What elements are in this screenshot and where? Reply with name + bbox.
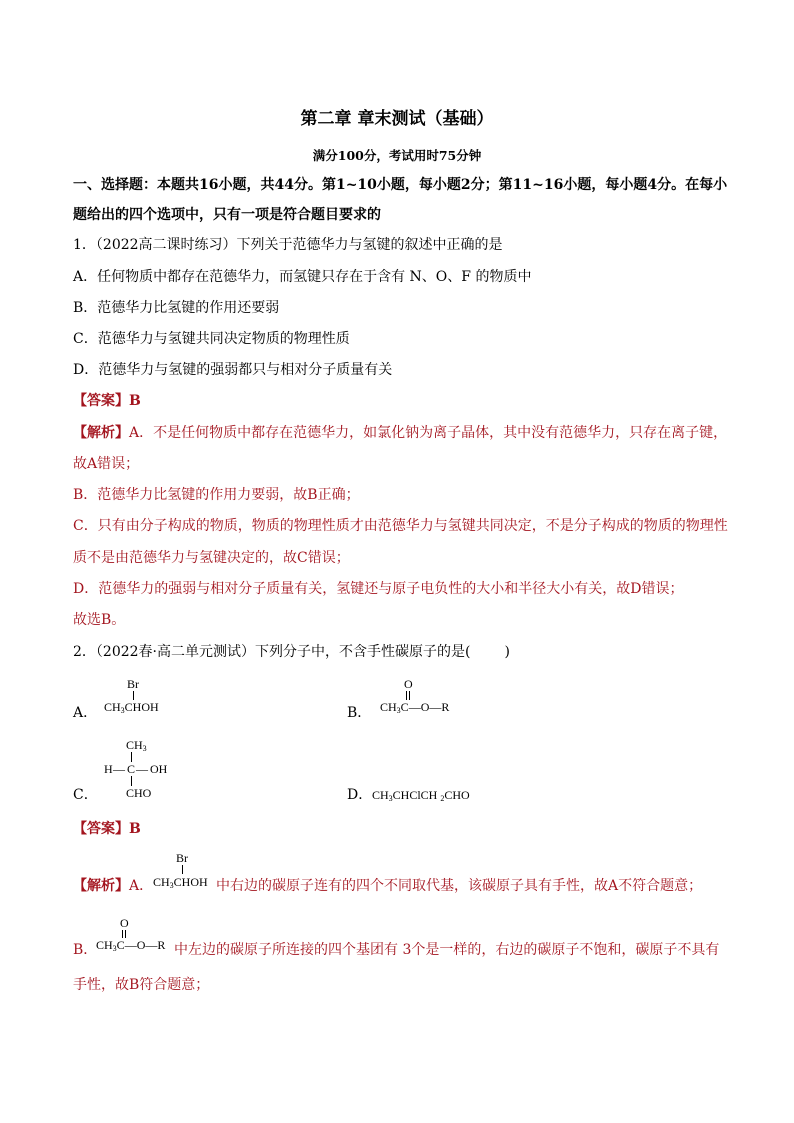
- q1-analysis-line5: 质不是由范德华力与氢键决定的，故C错误；: [73, 550, 350, 566]
- q2-a-formula: $CH_3CHOH$: [104, 700, 159, 715]
- q2-d-formula: $CH_3CHClCH$ $_2$CHO: [372, 788, 470, 803]
- q2-b-double-bond: [406, 691, 410, 700]
- q2-analysis-a-prefix: [73, 877, 153, 895]
- q2-option-b-label: B．: [347, 705, 372, 721]
- q1-answer-value: B: [129, 393, 141, 409]
- q1-answer: [73, 392, 141, 410]
- q1-option-d: D．范德华力与氢键的强弱都只与相对分子质量有关: [73, 362, 393, 378]
- q2-c-bond-left: —: [113, 762, 125, 776]
- q1-answer-tag: 【答案】: [73, 393, 129, 409]
- q2-c-h: H: [104, 762, 113, 776]
- q2-analysis-tag: 【解析】: [73, 878, 129, 894]
- q2-analysis-a-br: Br: [176, 851, 188, 865]
- q2-stem-text: 2．（2022春·高二单元测试）下列分子中，不含手性碳原子的是(: [73, 644, 471, 660]
- q2-c-center: C: [127, 762, 136, 776]
- q2-c-ch3: $CH_3$: [126, 738, 147, 753]
- section-heading-line2: 题给出的四个选项中，只有一项是符合题目要求的: [73, 207, 381, 223]
- q2-analysis-b-double-bond: [122, 930, 126, 938]
- q1-analysis-line3: B．范德华力比氢键的作用力要弱，故B正确；: [73, 487, 360, 503]
- q2-stem: [73, 643, 510, 661]
- q2-c-cho: CHO: [126, 786, 152, 800]
- q1-analysis-line2: 故A错误；: [73, 456, 140, 472]
- q2-option-c-label: C．: [73, 787, 98, 803]
- q1-option-a: A．任何物质中都存在范德华力，而氢键只存在于含有 N、O、F 的物质中: [73, 269, 532, 285]
- q1-analysis-tag: 【解析】: [73, 425, 129, 441]
- q2-c-bond-bottom: [131, 776, 132, 786]
- q1-analysis-line4: C．只有由分子构成的物质，物质的物理性质才由范德华力与氢键共同决定，不是分子构成的物质的物理性: [73, 518, 728, 534]
- q1-analysis-text-1: A．不是任何物质中都存在范德华力，如氯化钠为离子晶体，其中没有范德华力，只存在离子键，: [129, 425, 728, 441]
- q1-option-c: C．范德华力与氢键共同决定物质的物理性质: [73, 331, 350, 347]
- q2-option-d-label: D．: [347, 787, 373, 803]
- q2-c-bond-right: —: [136, 762, 148, 776]
- page-subtitle: 满分100分，考试用时75分钟: [312, 148, 482, 163]
- q2-a-bond: [133, 691, 134, 700]
- q2-answer: [73, 820, 141, 838]
- q2-analysis-b-o: O: [120, 916, 129, 930]
- q2-analysis-b-label: B．: [73, 942, 98, 958]
- q1-stem: 1．（2022高二课时练习）下列关于范德华力与氢键的叙述中正确的是: [73, 237, 503, 253]
- q2-analysis-b-text2: 手性，故B符合题意；: [73, 977, 210, 993]
- q1-analysis-line1: [73, 424, 727, 442]
- q2-b-formula: $CH_3C—O—R$: [380, 700, 450, 715]
- q2-b-o: O: [404, 677, 413, 691]
- q2-a-br: Br: [127, 677, 139, 691]
- q2-option-a-label: A．: [73, 705, 98, 721]
- q2-analysis-a-label: A．: [129, 878, 154, 894]
- q1-analysis-line7: 故选B。: [73, 612, 126, 628]
- q2-analysis-a-text: 中右边的碳原子连有的四个不同取代基，该碳原子具有手性，故A不符合题意；: [216, 878, 703, 894]
- q2-c-bond-top: [131, 752, 132, 762]
- q2-analysis-b-formula: $CH_3C—O—R$: [96, 938, 166, 953]
- q1-option-b: B．范德华力比氢键的作用还要弱: [73, 300, 280, 316]
- q1-analysis-line6: D．范德华力的强弱与相对分子质量有关，氢键还与原子电负性的大小和半径大小有关，故D错误；: [73, 581, 684, 597]
- page-title: 第二章 章末测试（基础）: [300, 109, 494, 129]
- q2-answer-tag: 【答案】: [73, 821, 129, 837]
- q2-analysis-a-bond: [182, 865, 183, 874]
- section-heading-line1: 一、选择题：本题共16小题，共44分。第1~10小题，每小题2分；第11~16小题，每小题4分。在每小: [73, 177, 728, 193]
- q2-stem-close: ): [504, 644, 510, 660]
- q2-c-oh: OH: [150, 762, 168, 776]
- q2-analysis-b-text: 中左边的碳原子所连接的四个基团有 3个是一样的，右边的碳原子不饱和，碳原子不具有: [174, 942, 720, 958]
- q2-analysis-a-formula: $CH_3CHOH$: [153, 875, 208, 890]
- q2-answer-value: B: [129, 821, 141, 837]
